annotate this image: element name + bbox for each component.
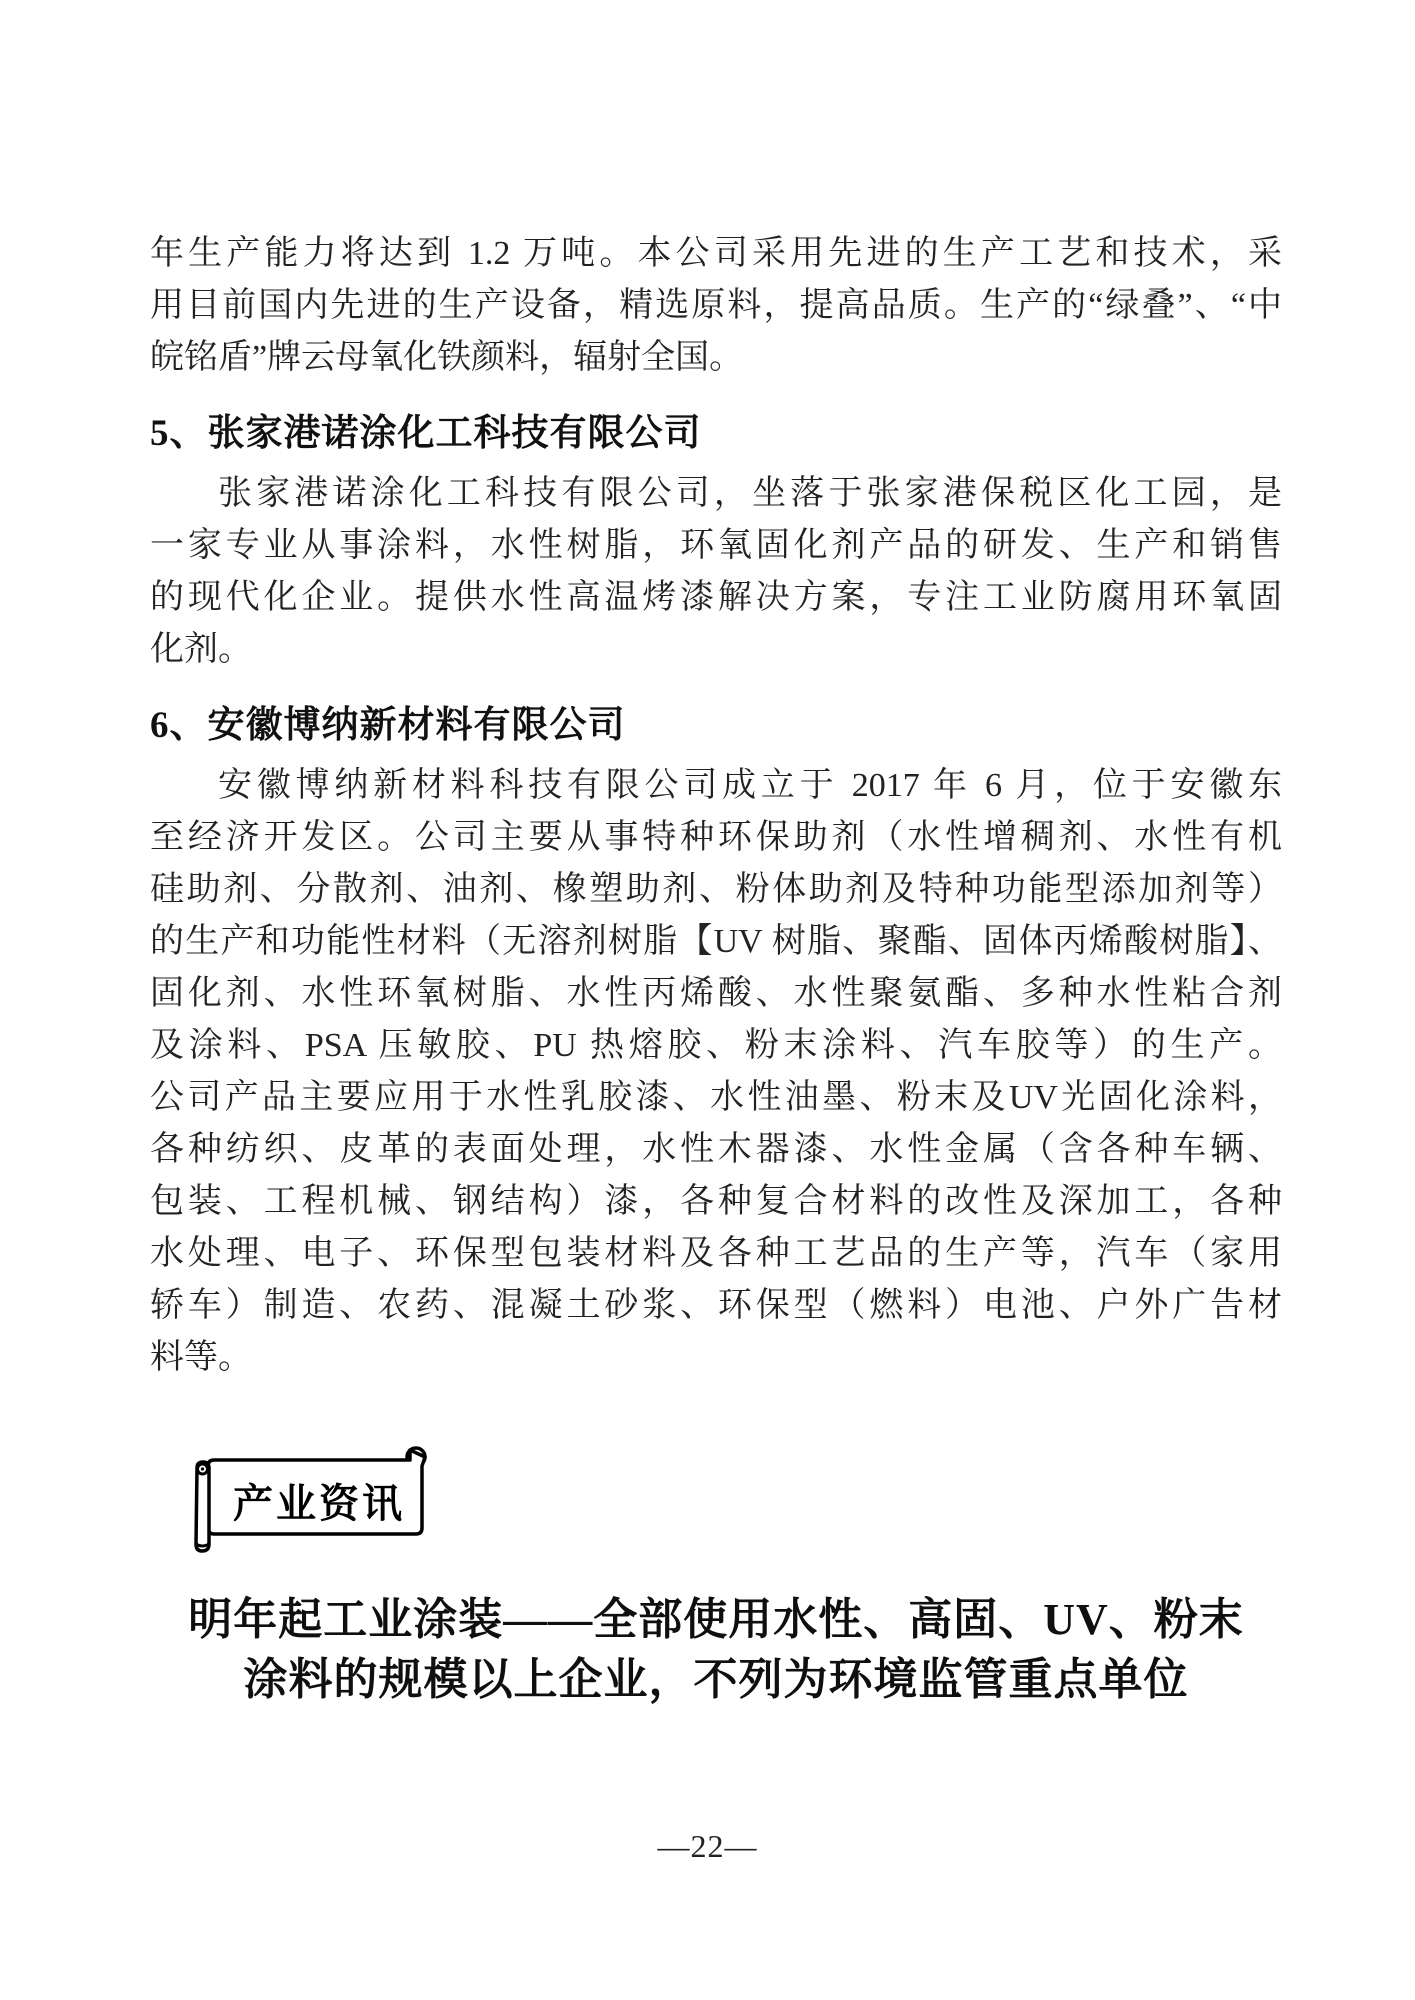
text-line: 的现代化企业。提供水性高温烤漆解决方案，专注工业防腐用环氧固	[150, 579, 1282, 616]
text-line: 安徽博纳新材料科技有限公司成立于 2017 年 6 月，位于安徽东	[218, 767, 1282, 804]
text-line: 至经济开发区。公司主要从事特种环保助剂（水性增稠剂、水性有机	[150, 819, 1282, 856]
industry-news-banner-label: 产业资讯	[233, 1481, 405, 1526]
text-line: 水处理、电子、环保型包装材料及各种工艺品的生产等，汽车（家用	[150, 1235, 1282, 1272]
text-line: 张家港诺涂化工科技有限公司，坐落于张家港保税区化工园，是	[218, 475, 1282, 512]
page-number: —22—	[657, 1828, 758, 1864]
text-line: 硅助剂、分散剂、油剂、橡塑助剂、粉体助剂及特种功能型添加剂等）	[150, 871, 1282, 908]
page-content	[150, 228, 1282, 1710]
section-5-heading: 5、张家港诺涂化工科技有限公司	[150, 413, 702, 454]
text-line: 一家专业从事涂料，水性树脂，环氧固化剂产品的研发、生产和销售	[150, 527, 1282, 564]
news-article-title	[150, 1590, 1282, 1710]
text-line: 料等。	[150, 1339, 252, 1376]
text-line: 用目前国内先进的生产设备，精选原料，提高品质。生产的“绿叠”、“中	[150, 287, 1282, 324]
text-line: 固化剂、水性环氧树脂、水性丙烯酸、水性聚氨酯、多种水性粘合剂	[150, 975, 1282, 1012]
text-line: 化剂。	[150, 631, 252, 668]
section-6-paragraph	[150, 760, 1282, 1384]
industry-news-banner	[184, 1444, 434, 1556]
intro-paragraph	[150, 228, 1282, 384]
text-line: 的生产和功能性材料（无溶剂树脂【UV 树脂、聚酯、固体丙烯酸树脂】、	[150, 923, 1282, 960]
text-line: 年生产能力将达到 1.2 万吨。本公司采用先进的生产工艺和技术，采	[150, 235, 1282, 272]
text-line: 及涂料、PSA 压敏胶、PU 热熔胶、粉末涂料、汽车胶等）的生产。	[150, 1027, 1282, 1064]
text-line: 皖铭盾”牌云母氧化铁颜料，辐射全国。	[150, 339, 744, 376]
text-line: 包装、工程机械、钢结构）漆，各种复合材料的改性及深加工，各种	[150, 1183, 1282, 1220]
news-title-line: 涂料的规模以上企业，不列为环境监管重点单位	[243, 1655, 1189, 1704]
news-title-line: 明年起工业涂装——全部使用水性、高固、UV、粉末	[188, 1595, 1244, 1644]
text-line: 各种纺织、皮革的表面处理，水性木器漆、水性金属（含各种车辆、	[150, 1131, 1282, 1168]
text-line: 轿车）制造、农药、混凝土砂浆、环保型（燃料）电池、户外广告材	[150, 1287, 1282, 1324]
section-6-heading: 6、安徽博纳新材料有限公司	[150, 705, 626, 746]
section-5-paragraph	[150, 468, 1282, 676]
text-line: 公司产品主要应用于水性乳胶漆、水性油墨、粉末及UV光固化涂料，	[150, 1079, 1282, 1116]
